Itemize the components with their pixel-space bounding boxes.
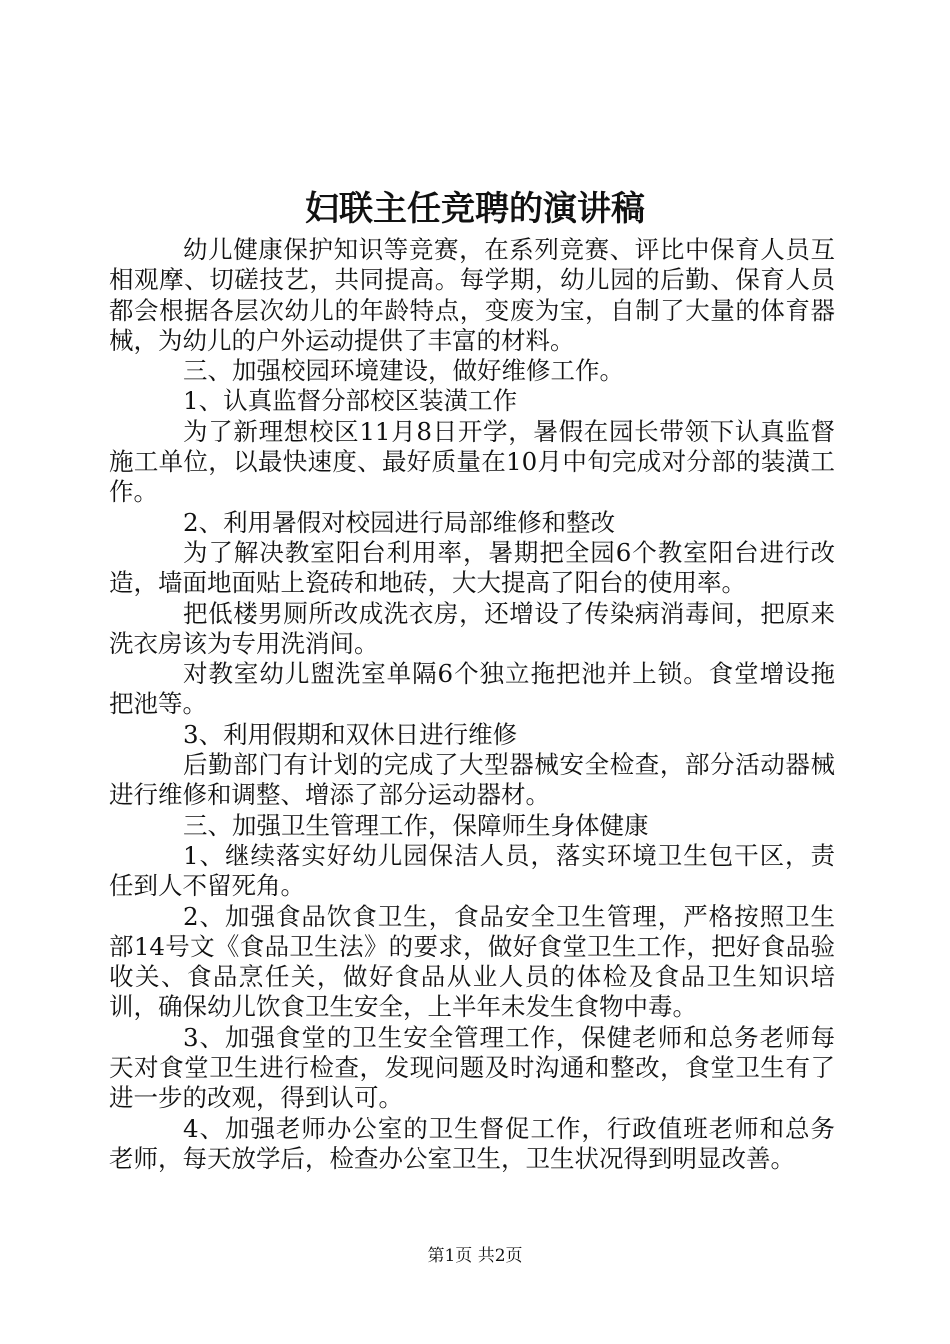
subsection-heading: 3、利用假期和双休日进行维修 (183, 719, 518, 749)
subsection-heading: 1、认真监督分部校区装潢工作 (183, 386, 518, 416)
subsection-heading: 2、利用暑假对校园进行局部维修和整改 (183, 507, 616, 537)
document-body (109, 235, 835, 1174)
paragraph: 幼儿健康保护知识等竞赛，在系列竞赛、评比中保育人员互相观摩、切磋技艺，共同提高。每学期，幼儿园的后勤、保育人员都会根据各层次幼儿的年龄特点，变废为宝，自制了大量的体育器械，为幼儿的户外运动提供了丰富的材料。 (109, 235, 835, 355)
paragraph: 1、继续落实好幼儿园保洁人员，落实环境卫生包干区，责任到人不留死角。 (109, 840, 835, 901)
section-heading: 三、加强校园环境建设，做好维修工作。 (183, 356, 624, 386)
paragraph: 后勤部门有计划的完成了大型器械安全检查，部分活动器械进行维修和调整、增添了部分运动器材。 (109, 750, 835, 810)
document-title: 妇联主任竞聘的演讲稿 (305, 189, 645, 229)
paragraph: 为了解决教室阳台利用率，暑期把全园6个教室阳台进行改造，墙面地面贴上瓷砖和地砖，大大提高了阳台的使用率。 (109, 537, 835, 598)
section-heading: 三、加强卫生管理工作，保障师生身体健康 (183, 810, 649, 840)
paragraph: 为了新理想校区11月8日开学，暑假在园长带领下认真监督施工单位，以最快速度、最好质量在10月中旬完成对分部的装潢工作。 (109, 416, 835, 507)
paragraph: 3、加强食堂的卫生安全管理工作，保健老师和总务老师每天对食堂卫生进行检查，发现问题及时沟通和整改，食堂卫生有了进一步的改观，得到认可。 (109, 1022, 835, 1113)
page-number-footer: 第1页 共2页 (427, 1246, 523, 1266)
paragraph: 2、加强食品饮食卫生，食品安全卫生管理，严格按照卫生部14号文《食品卫生法》的要求，做好食堂卫生工作，把好食品验收关、食品烹任关，做好食品从业人员的体检及食品卫生知识培训，确保幼儿饮食卫生安全，上半年未发生食物中毒。 (109, 901, 835, 1022)
paragraph: 4、加强老师办公室的卫生督促工作，行政值班老师和总务老师，每天放学后，检查办公室卫生，卫生状况得到明显改善。 (109, 1113, 835, 1173)
paragraph: 把低楼男厕所改成洗衣房，还增设了传染病消毒间，把原来洗衣房该为专用洗消间。 (109, 598, 835, 658)
paragraph: 对教室幼儿盥洗室单隔6个独立拖把池并上锁。食堂增设拖把池等。 (109, 659, 835, 719)
